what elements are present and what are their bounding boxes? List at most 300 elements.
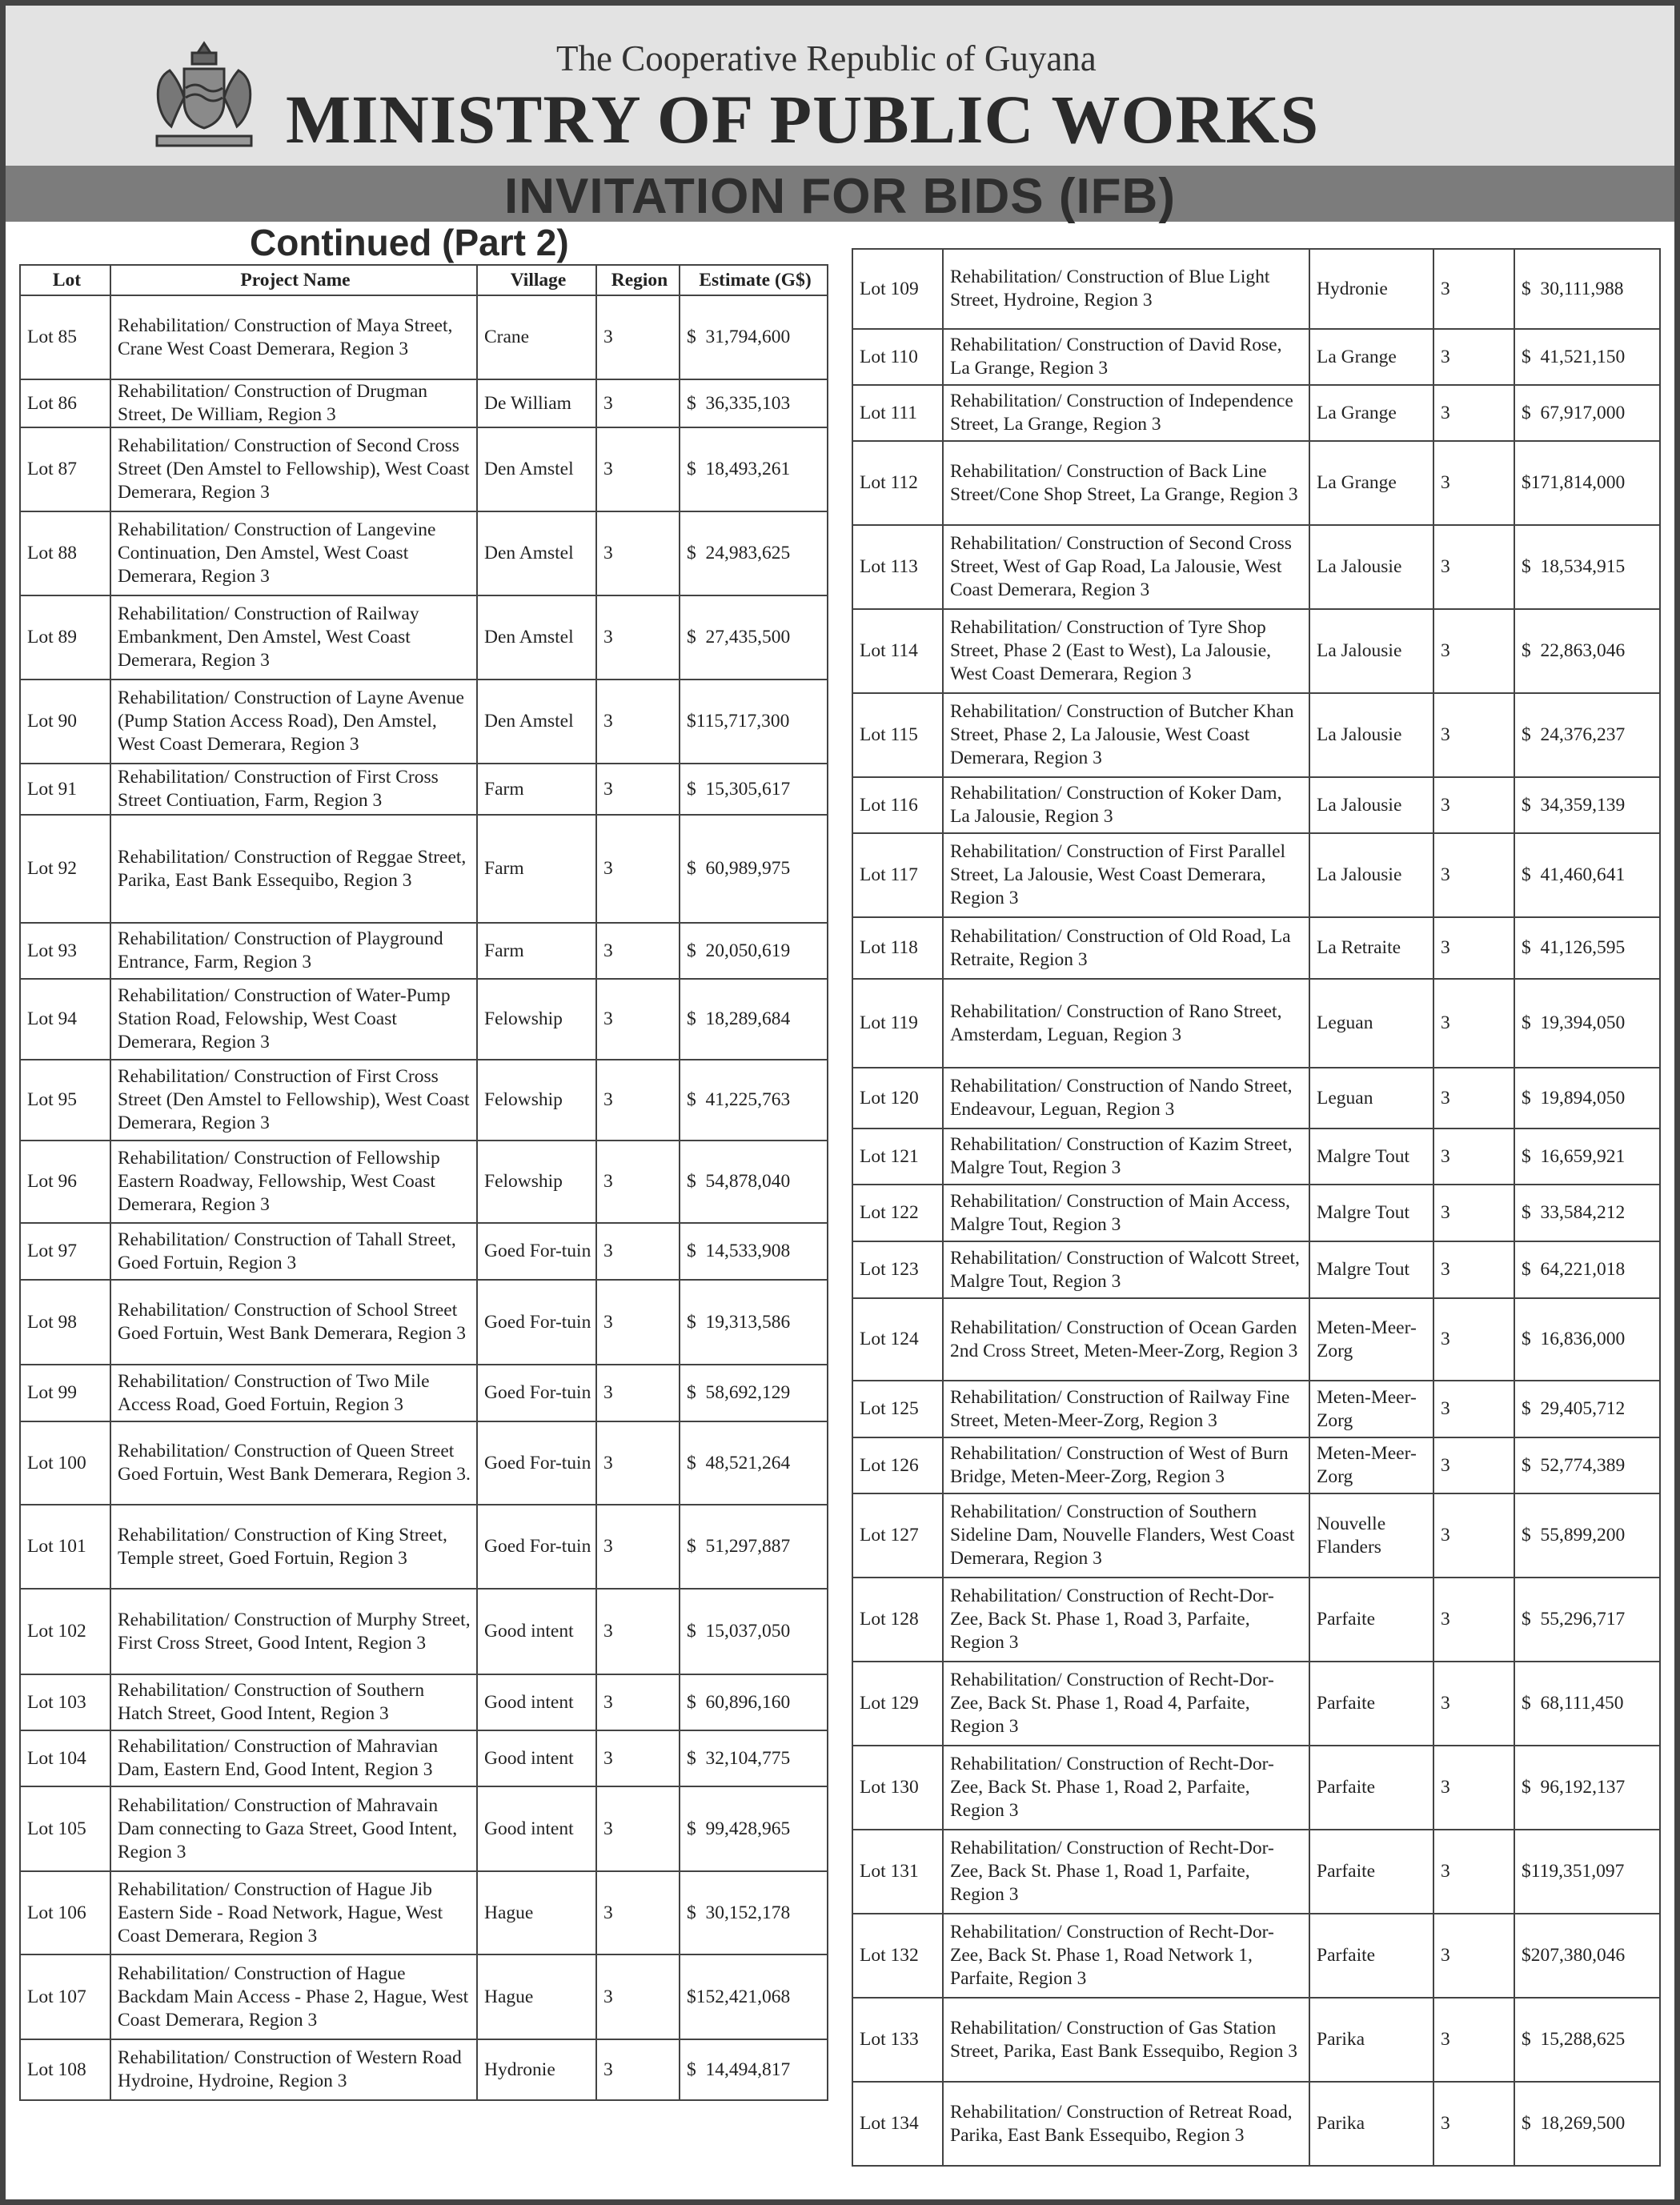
region-cell: 3: [1433, 385, 1514, 441]
table-row: [20, 379, 828, 427]
header-band: [6, 6, 1674, 166]
village-cell: Malgre Tout: [1309, 1185, 1433, 1241]
lot-cell: Lot 92: [20, 815, 110, 923]
village-cell: Leguan: [1309, 1068, 1433, 1129]
village-cell: Parika: [1309, 2082, 1433, 2166]
estimate-cell: $ 15,288,625: [1514, 1998, 1660, 2082]
continued-heading: Continued (Part 2): [250, 222, 569, 263]
estimate-cell: $ 31,794,600: [680, 295, 828, 379]
table-row: [20, 1730, 828, 1786]
lot-cell: Lot 129: [852, 1662, 943, 1746]
region-cell: 3: [596, 1871, 680, 1954]
village-cell: Hydronie: [477, 2039, 596, 2100]
table-row: [852, 1914, 1660, 1998]
estimate-cell: $ 54,878,040: [680, 1141, 828, 1223]
table-row: [852, 1437, 1660, 1493]
project-name-cell: Rehabilitation/ Construction of Railway Fine Street, Meten-Meer-Zorg, Region 3: [943, 1381, 1309, 1437]
project-name-cell: Rehabilitation/ Construction of Drugman Street, De William, Region 3: [110, 379, 477, 427]
table-row: [20, 1505, 828, 1589]
project-name-cell: Rehabilitation/ Construction of Recht-Dor-Zee, Back St. Phase 1, Road 1, Parfaite, Region 3: [943, 1830, 1309, 1914]
project-name-cell: Rehabilitation/ Construction of Reggae Street, Parika, East Bank Essequibo, Region 3: [110, 815, 477, 923]
village-cell: Goed For-tuin: [477, 1280, 596, 1365]
project-name-cell: Rehabilitation/ Construction of Queen Street Goed Fortuin, West Bank Demerara, Region 3.: [110, 1421, 477, 1505]
village-cell: Goed For-tuin: [477, 1223, 596, 1280]
project-name-cell: Rehabilitation/ Construction of Second Cross Street (Den Amstel to Fellowship), West Coast Demerara, Region 3: [110, 427, 477, 511]
project-name-cell: Rehabilitation/ Construction of School Street Goed Fortuin, West Bank Demerara, Region 3: [110, 1280, 477, 1365]
region-cell: 3: [596, 1505, 680, 1589]
estimate-cell: $ 15,037,050: [680, 1589, 828, 1674]
project-name-cell: Rehabilitation/ Construction of David Rose, La Grange, Region 3: [943, 329, 1309, 385]
region-cell: 3: [1433, 1662, 1514, 1746]
region-cell: 3: [596, 1223, 680, 1280]
lot-cell: Lot 96: [20, 1141, 110, 1223]
table-row: [20, 764, 828, 815]
estimate-cell: $ 60,896,160: [680, 1674, 828, 1730]
lot-cell: Lot 126: [852, 1437, 943, 1493]
village-cell: De William: [477, 379, 596, 427]
project-name-cell: Rehabilitation/ Construction of Mahravian Dam, Eastern End, Good Intent, Region 3: [110, 1730, 477, 1786]
region-cell: 3: [1433, 609, 1514, 693]
lot-cell: Lot 101: [20, 1505, 110, 1589]
village-cell: Felowship: [477, 1141, 596, 1223]
project-name-cell: Rehabilitation/ Construction of Tyre Shop Street, Phase 2 (East to West), La Jalousie, West Coast Demerara, Region 3: [943, 609, 1309, 693]
region-cell: 3: [1433, 693, 1514, 777]
region-cell: 3: [596, 1954, 680, 2039]
table-row: [20, 1674, 828, 1730]
table-row: [852, 917, 1660, 979]
estimate-cell: $ 41,126,595: [1514, 917, 1660, 979]
ministry-title: MINISTRY OF PUBLIC WORKS: [286, 81, 1320, 158]
column-header-estimate: Estimate (G$): [680, 265, 828, 295]
region-cell: 3: [1433, 1998, 1514, 2082]
estimate-cell: $171,814,000: [1514, 441, 1660, 525]
region-cell: 3: [1433, 2082, 1514, 2166]
village-cell: Goed For-tuin: [477, 1365, 596, 1421]
estimate-cell: $ 33,584,212: [1514, 1185, 1660, 1241]
lots-table-right: [852, 248, 1661, 2167]
village-cell: Meten-Meer-Zorg: [1309, 1437, 1433, 1493]
table-row: [852, 329, 1660, 385]
region-cell: 3: [1433, 1578, 1514, 1662]
table-row: [20, 1280, 828, 1365]
column-header-lot: Lot: [20, 265, 110, 295]
village-cell: Farm: [477, 764, 596, 815]
region-cell: 3: [596, 1365, 680, 1421]
village-cell: Good intent: [477, 1589, 596, 1674]
village-cell: Malgre Tout: [1309, 1129, 1433, 1185]
lot-cell: Lot 120: [852, 1068, 943, 1129]
estimate-cell: $ 27,435,500: [680, 595, 828, 680]
lot-cell: Lot 103: [20, 1674, 110, 1730]
estimate-cell: $ 16,836,000: [1514, 1298, 1660, 1381]
estimate-cell: $ 55,296,717: [1514, 1578, 1660, 1662]
estimate-cell: $ 67,917,000: [1514, 385, 1660, 441]
village-cell: Nouvelle Flanders: [1309, 1493, 1433, 1578]
estimate-cell: $ 15,305,617: [680, 764, 828, 815]
table-row: [20, 1141, 828, 1223]
region-cell: 3: [596, 923, 680, 979]
project-name-cell: Rehabilitation/ Construction of Butcher Khan Street, Phase 2, La Jalousie, West Coast Demerara, Region 3: [943, 693, 1309, 777]
table-row: [852, 1578, 1660, 1662]
project-name-cell: Rehabilitation/ Construction of Mahravain Dam connecting to Gaza Street, Good Intent, Region 3: [110, 1786, 477, 1871]
region-cell: 3: [596, 2039, 680, 2100]
table-row: [852, 1129, 1660, 1185]
region-cell: 3: [596, 680, 680, 764]
lot-cell: Lot 132: [852, 1914, 943, 1998]
estimate-cell: $ 68,111,450: [1514, 1662, 1660, 1746]
project-name-cell: Rehabilitation/ Construction of Retreat Road, Parika, East Bank Essequibo, Region 3: [943, 2082, 1309, 2166]
table-row: [20, 1060, 828, 1141]
village-cell: Parfaite: [1309, 1578, 1433, 1662]
estimate-cell: $ 22,863,046: [1514, 609, 1660, 693]
estimate-cell: $ 58,692,129: [680, 1365, 828, 1421]
lot-cell: Lot 111: [852, 385, 943, 441]
project-name-cell: Rehabilitation/ Construction of Rano Street, Amsterdam, Leguan, Region 3: [943, 979, 1309, 1068]
table-row: [852, 1746, 1660, 1830]
region-cell: 3: [1433, 1241, 1514, 1298]
lot-cell: Lot 109: [852, 249, 943, 329]
estimate-cell: $ 18,269,500: [1514, 2082, 1660, 2166]
village-cell: Hague: [477, 1954, 596, 2039]
project-name-cell: Rehabilitation/ Construction of Old Road, La Retraite, Region 3: [943, 917, 1309, 979]
table-row: [20, 923, 828, 979]
region-cell: 3: [596, 1060, 680, 1141]
lot-cell: Lot 119: [852, 979, 943, 1068]
village-cell: La Jalousie: [1309, 609, 1433, 693]
lot-cell: Lot 131: [852, 1830, 943, 1914]
project-name-cell: Rehabilitation/ Construction of Back Line Street/Cone Shop Street, La Grange, Region 3: [943, 441, 1309, 525]
estimate-cell: $ 99,428,965: [680, 1786, 828, 1871]
lots-table-left: [19, 264, 828, 2101]
village-cell: Goed For-tuin: [477, 1505, 596, 1589]
region-cell: 3: [596, 979, 680, 1060]
table-row: [20, 680, 828, 764]
project-name-cell: Rehabilitation/ Construction of Maya Street, Crane West Coast Demerara, Region 3: [110, 295, 477, 379]
estimate-cell: $ 60,989,975: [680, 815, 828, 923]
lot-cell: Lot 100: [20, 1421, 110, 1505]
estimate-cell: $ 55,899,200: [1514, 1493, 1660, 1578]
village-cell: Hague: [477, 1871, 596, 1954]
lot-cell: Lot 128: [852, 1578, 943, 1662]
lot-cell: Lot 133: [852, 1998, 943, 2082]
region-cell: 3: [1433, 1129, 1514, 1185]
village-cell: La Jalousie: [1309, 833, 1433, 917]
estimate-cell: $ 51,297,887: [680, 1505, 828, 1589]
region-cell: 3: [1433, 1914, 1514, 1998]
table-row: [852, 1662, 1660, 1746]
lot-cell: Lot 104: [20, 1730, 110, 1786]
table-row: [852, 1185, 1660, 1241]
estimate-cell: $ 24,983,625: [680, 511, 828, 595]
lot-cell: Lot 93: [20, 923, 110, 979]
region-cell: 3: [1433, 1746, 1514, 1830]
column-header-project-name: Project Name: [110, 265, 477, 295]
lot-cell: Lot 134: [852, 2082, 943, 2166]
lot-cell: Lot 123: [852, 1241, 943, 1298]
table-row: [20, 979, 828, 1060]
project-name-cell: Rehabilitation/ Construction of Main Access, Malgre Tout, Region 3: [943, 1185, 1309, 1241]
project-name-cell: Rehabilitation/ Construction of First Cross Street Contiuation, Farm, Region 3: [110, 764, 477, 815]
region-cell: 3: [1433, 979, 1514, 1068]
table-row: [20, 1421, 828, 1505]
region-cell: 3: [1433, 441, 1514, 525]
lot-cell: Lot 121: [852, 1129, 943, 1185]
project-name-cell: Rehabilitation/ Construction of First Parallel Street, La Jalousie, West Coast Demerara, Region 3: [943, 833, 1309, 917]
village-cell: Meten-Meer-Zorg: [1309, 1381, 1433, 1437]
project-name-cell: Rehabilitation/ Construction of Western Road Hydroine, Hydroine, Region 3: [110, 2039, 477, 2100]
project-name-cell: Rehabilitation/ Construction of Ocean Garden 2nd Cross Street, Meten-Meer-Zorg, Region 3: [943, 1298, 1309, 1381]
table-row: [20, 1786, 828, 1871]
region-cell: 3: [1433, 329, 1514, 385]
village-cell: Den Amstel: [477, 511, 596, 595]
village-cell: Den Amstel: [477, 680, 596, 764]
village-cell: La Jalousie: [1309, 525, 1433, 609]
table-row: [852, 1241, 1660, 1298]
region-cell: 3: [596, 764, 680, 815]
table-row: [852, 2082, 1660, 2166]
estimate-cell: $ 36,335,103: [680, 379, 828, 427]
estimate-cell: $ 14,494,817: [680, 2039, 828, 2100]
table-row: [20, 427, 828, 511]
table-row: [20, 295, 828, 379]
lot-cell: Lot 108: [20, 2039, 110, 2100]
table-row: [852, 249, 1660, 329]
table-row: [852, 1998, 1660, 2082]
region-cell: 3: [596, 1141, 680, 1223]
village-cell: Parfaite: [1309, 1914, 1433, 1998]
table-row: [852, 1298, 1660, 1381]
village-cell: La Grange: [1309, 329, 1433, 385]
lot-cell: Lot 99: [20, 1365, 110, 1421]
project-name-cell: Rehabilitation/ Construction of Water-Pump Station Road, Felowship, West Coast Demerara, Region 3: [110, 979, 477, 1060]
table-row: [852, 1381, 1660, 1437]
table-row: [852, 979, 1660, 1068]
table-row: [20, 2039, 828, 2100]
project-name-cell: Rehabilitation/ Construction of Independence Street, La Grange, Region 3: [943, 385, 1309, 441]
project-name-cell: Rehabilitation/ Construction of Recht-Dor-Zee, Back St. Phase 1, Road 3, Parfaite, Region 3: [943, 1578, 1309, 1662]
project-name-cell: Rehabilitation/ Construction of Recht-Dor-Zee, Back St. Phase 1, Road 2, Parfaite, Region 3: [943, 1746, 1309, 1830]
village-cell: Parfaite: [1309, 1746, 1433, 1830]
lot-cell: Lot 122: [852, 1185, 943, 1241]
table-row: [852, 525, 1660, 609]
estimate-cell: $ 16,659,921: [1514, 1129, 1660, 1185]
region-cell: 3: [1433, 1830, 1514, 1914]
region-cell: 3: [596, 1674, 680, 1730]
lot-cell: Lot 124: [852, 1298, 943, 1381]
lot-cell: Lot 85: [20, 295, 110, 379]
lot-cell: Lot 127: [852, 1493, 943, 1578]
project-name-cell: Rehabilitation/ Construction of Hague Jib Eastern Side - Road Network, Hague, West Coast Demerara, Region 3: [110, 1871, 477, 1954]
region-cell: 3: [1433, 1437, 1514, 1493]
table-row: [20, 1954, 828, 2039]
project-name-cell: Rehabilitation/ Construction of Southern Sideline Dam, Nouvelle Flanders, West Coast Demerara, Region 3: [943, 1493, 1309, 1578]
estimate-cell: $ 18,493,261: [680, 427, 828, 511]
country-subtitle: The Cooperative Republic of Guyana: [556, 38, 1097, 78]
region-cell: 3: [1433, 1185, 1514, 1241]
village-cell: La Grange: [1309, 385, 1433, 441]
village-cell: La Grange: [1309, 441, 1433, 525]
village-cell: Leguan: [1309, 979, 1433, 1068]
column-header-village: Village: [477, 265, 596, 295]
region-cell: 3: [596, 815, 680, 923]
lot-cell: Lot 97: [20, 1223, 110, 1280]
lot-cell: Lot 86: [20, 379, 110, 427]
table-row: [852, 1830, 1660, 1914]
project-name-cell: Rehabilitation/ Construction of Tahall Street, Goed Fortuin, Region 3: [110, 1223, 477, 1280]
estimate-cell: $ 41,460,641: [1514, 833, 1660, 917]
lot-cell: Lot 106: [20, 1871, 110, 1954]
estimate-cell: $ 52,774,389: [1514, 1437, 1660, 1493]
lot-cell: Lot 94: [20, 979, 110, 1060]
estimate-cell: $119,351,097: [1514, 1830, 1660, 1914]
lot-cell: Lot 91: [20, 764, 110, 815]
lot-cell: Lot 89: [20, 595, 110, 680]
region-cell: 3: [1433, 777, 1514, 833]
region-cell: 3: [596, 1421, 680, 1505]
estimate-cell: $ 34,359,139: [1514, 777, 1660, 833]
project-name-cell: Rehabilitation/ Construction of Southern Hatch Street, Good Intent, Region 3: [110, 1674, 477, 1730]
region-cell: 3: [596, 1589, 680, 1674]
village-cell: Hydronie: [1309, 249, 1433, 329]
lot-cell: Lot 110: [852, 329, 943, 385]
project-name-cell: Rehabilitation/ Construction of Walcott Street, Malgre Tout, Region 3: [943, 1241, 1309, 1298]
village-cell: Den Amstel: [477, 595, 596, 680]
table-header-row: [20, 265, 828, 295]
region-cell: 3: [1433, 1493, 1514, 1578]
project-name-cell: Rehabilitation/ Construction of Playground Entrance, Farm, Region 3: [110, 923, 477, 979]
lot-cell: Lot 88: [20, 511, 110, 595]
estimate-cell: $ 30,152,178: [680, 1871, 828, 1954]
project-name-cell: Rehabilitation/ Construction of King Street, Temple street, Goed Fortuin, Region 3: [110, 1505, 477, 1589]
village-cell: Malgre Tout: [1309, 1241, 1433, 1298]
village-cell: Good intent: [477, 1786, 596, 1871]
region-cell: 3: [596, 511, 680, 595]
project-name-cell: Rehabilitation/ Construction of First Cross Street (Den Amstel to Fellowship), West Coast Demerara, Region 3: [110, 1060, 477, 1141]
estimate-cell: $ 64,221,018: [1514, 1241, 1660, 1298]
ifb-banner: [6, 166, 1674, 222]
estimate-cell: $ 19,313,586: [680, 1280, 828, 1365]
estimate-cell: $ 41,225,763: [680, 1060, 828, 1141]
estimate-cell: $ 19,394,050: [1514, 979, 1660, 1068]
village-cell: Felowship: [477, 979, 596, 1060]
estimate-cell: $ 30,111,988: [1514, 249, 1660, 329]
lot-cell: Lot 118: [852, 917, 943, 979]
lot-cell: Lot 113: [852, 525, 943, 609]
project-name-cell: Rehabilitation/ Construction of Blue Light Street, Hydroine, Region 3: [943, 249, 1309, 329]
region-cell: 3: [1433, 1298, 1514, 1381]
region-cell: 3: [596, 379, 680, 427]
estimate-cell: $207,380,046: [1514, 1914, 1660, 1998]
region-cell: 3: [1433, 525, 1514, 609]
table-row: [20, 595, 828, 680]
village-cell: Parfaite: [1309, 1662, 1433, 1746]
village-cell: Crane: [477, 295, 596, 379]
estimate-cell: $ 48,521,264: [680, 1421, 828, 1505]
project-name-cell: Rehabilitation/ Construction of Recht-Dor-Zee, Back St. Phase 1, Road 4, Parfaite, Region 3: [943, 1662, 1309, 1746]
lot-cell: Lot 102: [20, 1589, 110, 1674]
table-row: [20, 1365, 828, 1421]
project-name-cell: Rehabilitation/ Construction of Recht-Dor-Zee, Back St. Phase 1, Road Network 1, Parfaite, Region 3: [943, 1914, 1309, 1998]
estimate-cell: $ 24,376,237: [1514, 693, 1660, 777]
region-cell: 3: [1433, 1381, 1514, 1437]
region-cell: 3: [596, 595, 680, 680]
project-name-cell: Rehabilitation/ Construction of West of Burn Bridge, Meten-Meer-Zorg, Region 3: [943, 1437, 1309, 1493]
village-cell: La Retraite: [1309, 917, 1433, 979]
estimate-cell: $115,717,300: [680, 680, 828, 764]
region-cell: 3: [1433, 833, 1514, 917]
lot-cell: Lot 98: [20, 1280, 110, 1365]
lot-cell: Lot 130: [852, 1746, 943, 1830]
region-cell: 3: [596, 1280, 680, 1365]
table-row: [852, 609, 1660, 693]
project-name-cell: Rehabilitation/ Construction of Koker Dam, La Jalousie, Region 3: [943, 777, 1309, 833]
table-row: [852, 1068, 1660, 1129]
region-cell: 3: [596, 295, 680, 379]
project-name-cell: Rehabilitation/ Construction of Murphy Street, First Cross Street, Good Intent, Region 3: [110, 1589, 477, 1674]
region-cell: 3: [1433, 249, 1514, 329]
village-cell: La Jalousie: [1309, 777, 1433, 833]
region-cell: 3: [596, 1786, 680, 1871]
project-name-cell: Rehabilitation/ Construction of Fellowship Eastern Roadway, Fellowship, West Coast Demerara, Region 3: [110, 1141, 477, 1223]
village-cell: Parika: [1309, 1998, 1433, 2082]
project-name-cell: Rehabilitation/ Construction of Gas Station Street, Parika, East Bank Essequibo, Region 3: [943, 1998, 1309, 2082]
village-cell: Farm: [477, 815, 596, 923]
table-row: [20, 1589, 828, 1674]
table-row: [20, 511, 828, 595]
estimate-cell: $152,421,068: [680, 1954, 828, 2039]
estimate-cell: $ 96,192,137: [1514, 1746, 1660, 1830]
village-cell: La Jalousie: [1309, 693, 1433, 777]
estimate-cell: $ 32,104,775: [680, 1730, 828, 1786]
lot-cell: Lot 95: [20, 1060, 110, 1141]
estimate-cell: $ 41,521,150: [1514, 329, 1660, 385]
village-cell: Goed For-tuin: [477, 1421, 596, 1505]
village-cell: Farm: [477, 923, 596, 979]
lot-cell: Lot 125: [852, 1381, 943, 1437]
estimate-cell: $ 19,894,050: [1514, 1068, 1660, 1129]
village-cell: Felowship: [477, 1060, 596, 1141]
lot-cell: Lot 87: [20, 427, 110, 511]
ifb-title: INVITATION FOR BIDS (IFB): [504, 169, 1176, 224]
village-cell: Good intent: [477, 1730, 596, 1786]
village-cell: Good intent: [477, 1674, 596, 1730]
region-cell: 3: [1433, 1068, 1514, 1129]
village-cell: Meten-Meer-Zorg: [1309, 1298, 1433, 1381]
project-name-cell: Rehabilitation/ Construction of Second Cross Street, West of Gap Road, La Jalousie, West Coast Demerara, Region 3: [943, 525, 1309, 609]
project-name-cell: Rehabilitation/ Construction of Kazim Street, Malgre Tout, Region 3: [943, 1129, 1309, 1185]
project-name-cell: Rehabilitation/ Construction of Langevine Continuation, Den Amstel, West Coast Demerara, Region 3: [110, 511, 477, 595]
guyana-coat-of-arms-icon: [146, 38, 263, 150]
lot-cell: Lot 112: [852, 441, 943, 525]
table-row: [852, 693, 1660, 777]
region-cell: 3: [596, 1730, 680, 1786]
table-row: [852, 833, 1660, 917]
project-name-cell: Rehabilitation/ Construction of Hague Backdam Main Access - Phase 2, Hague, West Coast Demerara, Region 3: [110, 1954, 477, 2039]
region-cell: 3: [596, 427, 680, 511]
lot-cell: Lot 116: [852, 777, 943, 833]
project-name-cell: Rehabilitation/ Construction of Nando Street, Endeavour, Leguan, Region 3: [943, 1068, 1309, 1129]
table-row: [20, 815, 828, 923]
lot-cell: Lot 117: [852, 833, 943, 917]
table-row: [852, 777, 1660, 833]
lot-cell: Lot 105: [20, 1786, 110, 1871]
lot-cell: Lot 90: [20, 680, 110, 764]
estimate-cell: $ 29,405,712: [1514, 1381, 1660, 1437]
village-cell: Parfaite: [1309, 1830, 1433, 1914]
lot-cell: Lot 114: [852, 609, 943, 693]
region-cell: 3: [1433, 917, 1514, 979]
table-row: [852, 385, 1660, 441]
